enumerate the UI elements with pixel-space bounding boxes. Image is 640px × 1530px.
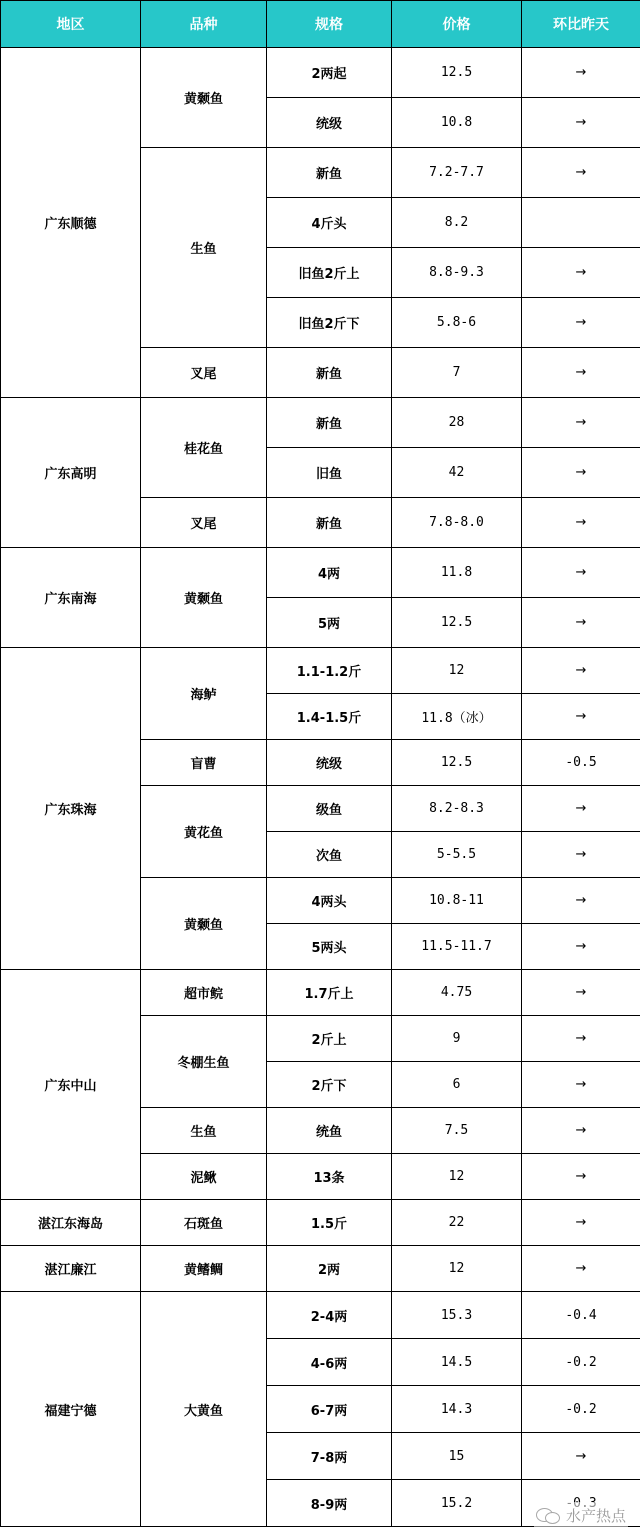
- change-cell: →: [522, 448, 640, 498]
- price-cell: 7: [392, 348, 522, 398]
- price-cell: 8.2-8.3: [392, 786, 522, 832]
- change-cell: →: [522, 924, 640, 970]
- spec-cell: 统鱼: [267, 1108, 392, 1154]
- spec-cell: 4-6两: [267, 1339, 392, 1386]
- table-row: [1, 648, 640, 694]
- table-body: [1, 48, 640, 1527]
- change-cell: →: [522, 1154, 640, 1200]
- change-cell: →: [522, 970, 640, 1016]
- price-cell: 11.8: [392, 548, 522, 598]
- spec-cell: 13条: [267, 1154, 392, 1200]
- price-cell: 14.5: [392, 1339, 522, 1386]
- watermark-text: 水产热点: [565, 1506, 626, 1525]
- spec-cell: 新鱼: [267, 498, 392, 548]
- change-cell: →: [522, 148, 640, 198]
- price-cell: 12: [392, 1246, 522, 1292]
- variety-cell: 石斑鱼: [141, 1200, 267, 1246]
- spec-cell: 1.7斤上: [267, 970, 392, 1016]
- region-cell: 广东高明: [1, 398, 141, 548]
- spec-cell: 2两起: [267, 48, 392, 98]
- price-cell: 9: [392, 1016, 522, 1062]
- change-cell: →: [522, 1016, 640, 1062]
- header-price: 价格: [392, 1, 522, 48]
- change-cell: →: [522, 48, 640, 98]
- region-cell: 广东南海: [1, 548, 141, 648]
- change-cell: →: [522, 298, 640, 348]
- price-cell: 12: [392, 1154, 522, 1200]
- change-cell: →: [522, 348, 640, 398]
- price-cell: 7.2-7.7: [392, 148, 522, 198]
- change-cell: →: [522, 398, 640, 448]
- spec-cell: 7-8两: [267, 1433, 392, 1480]
- region-cell: 广东中山: [1, 970, 141, 1200]
- header-row: [1, 1, 640, 48]
- variety-cell: 超市鲩: [141, 970, 267, 1016]
- spec-cell: 8-9两: [267, 1480, 392, 1527]
- spec-cell: 级鱼: [267, 786, 392, 832]
- change-cell: →: [522, 598, 640, 648]
- price-cell: 5.8-6: [392, 298, 522, 348]
- price-cell: 7.8-8.0: [392, 498, 522, 548]
- spec-cell: 2两: [267, 1246, 392, 1292]
- variety-cell: 盲曹: [141, 740, 267, 786]
- change-cell: -0.4: [522, 1292, 640, 1339]
- change-cell: →: [522, 1433, 640, 1480]
- spec-cell: 5两: [267, 598, 392, 648]
- spec-cell: 统级: [267, 740, 392, 786]
- price-cell: 12.5: [392, 48, 522, 98]
- price-cell: 8.8-9.3: [392, 248, 522, 298]
- watermark: [534, 1502, 628, 1528]
- table-row: [1, 1292, 640, 1339]
- variety-cell: 生鱼: [141, 148, 267, 348]
- spec-cell: 1.5斤: [267, 1200, 392, 1246]
- variety-cell: 黄颡鱼: [141, 878, 267, 970]
- change-cell: →: [522, 832, 640, 878]
- spec-cell: 旧鱼2斤下: [267, 298, 392, 348]
- region-cell: 福建宁德: [1, 1292, 141, 1527]
- spec-cell: 次鱼: [267, 832, 392, 878]
- change-cell: →: [522, 248, 640, 298]
- spec-cell: 旧鱼: [267, 448, 392, 498]
- variety-cell: 黄颡鱼: [141, 548, 267, 648]
- change-cell: →: [522, 1108, 640, 1154]
- table-row: [1, 548, 640, 598]
- price-cell: 10.8-11: [392, 878, 522, 924]
- price-cell: 11.5-11.7: [392, 924, 522, 970]
- change-cell: →: [522, 648, 640, 694]
- price-cell: 12.5: [392, 740, 522, 786]
- price-cell: 5-5.5: [392, 832, 522, 878]
- region-cell: 广东珠海: [1, 648, 141, 970]
- variety-cell: 黄鳍鲷: [141, 1246, 267, 1292]
- variety-cell: 黄颡鱼: [141, 48, 267, 148]
- variety-cell: 冬棚生鱼: [141, 1016, 267, 1108]
- price-cell: 15: [392, 1433, 522, 1480]
- variety-cell: 海鲈: [141, 648, 267, 740]
- spec-cell: 5两头: [267, 924, 392, 970]
- change-cell: →: [522, 1200, 640, 1246]
- variety-cell: 叉尾: [141, 498, 267, 548]
- price-cell: 7.5: [392, 1108, 522, 1154]
- header-variety: 品种: [141, 1, 267, 48]
- spec-cell: 6-7两: [267, 1386, 392, 1433]
- spec-cell: 旧鱼2斤上: [267, 248, 392, 298]
- table-row: [1, 1246, 640, 1292]
- spec-cell: 1.4-1.5斤: [267, 694, 392, 740]
- price-cell: 15.3: [392, 1292, 522, 1339]
- change-cell: -0.5: [522, 740, 640, 786]
- price-cell: 6: [392, 1062, 522, 1108]
- header-change: 环比昨天: [522, 1, 640, 48]
- change-cell: →: [522, 98, 640, 148]
- price-cell: 10.8: [392, 98, 522, 148]
- spec-cell: 1.1-1.2斤: [267, 648, 392, 694]
- wechat-icon: [536, 1506, 560, 1524]
- change-cell: →: [522, 786, 640, 832]
- change-cell: →: [522, 878, 640, 924]
- spec-cell: 4两: [267, 548, 392, 598]
- price-cell: 12.5: [392, 598, 522, 648]
- variety-cell: 生鱼: [141, 1108, 267, 1154]
- variety-cell: 大黄鱼: [141, 1292, 267, 1527]
- spec-cell: 2-4两: [267, 1292, 392, 1339]
- change-cell: →: [522, 1062, 640, 1108]
- region-cell: 湛江廉江: [1, 1246, 141, 1292]
- table-row: [1, 48, 640, 98]
- price-cell: 22: [392, 1200, 522, 1246]
- spec-cell: 2斤下: [267, 1062, 392, 1108]
- spec-cell: 统级: [267, 98, 392, 148]
- variety-cell: 叉尾: [141, 348, 267, 398]
- price-cell: 8.2: [392, 198, 522, 248]
- variety-cell: 桂花鱼: [141, 398, 267, 498]
- price-cell: 11.8（冰）: [392, 694, 522, 740]
- header-region: 地区: [1, 1, 141, 48]
- change-cell: →: [522, 498, 640, 548]
- price-cell: 15.2: [392, 1480, 522, 1527]
- spec-cell: 新鱼: [267, 348, 392, 398]
- price-cell: 28: [392, 398, 522, 448]
- change-cell: →: [522, 694, 640, 740]
- change-cell: -0.2: [522, 1339, 640, 1386]
- region-cell: 湛江东海岛: [1, 1200, 141, 1246]
- table-row: [1, 398, 640, 448]
- spec-cell: 4两头: [267, 878, 392, 924]
- price-cell: 4.75: [392, 970, 522, 1016]
- region-cell: 广东顺德: [1, 48, 141, 398]
- spec-cell: 2斤上: [267, 1016, 392, 1062]
- table-row: [1, 970, 640, 1016]
- change-cell: →: [522, 1246, 640, 1292]
- spec-cell: 新鱼: [267, 148, 392, 198]
- change-cell: -0.2: [522, 1386, 640, 1433]
- spec-cell: 新鱼: [267, 398, 392, 448]
- variety-cell: 黄花鱼: [141, 786, 267, 878]
- variety-cell: 泥鳅: [141, 1154, 267, 1200]
- table-row: [1, 1200, 640, 1246]
- price-cell: 12: [392, 648, 522, 694]
- header-spec: 规格: [267, 1, 392, 48]
- spec-cell: 4斤头: [267, 198, 392, 248]
- change-cell: →: [522, 548, 640, 598]
- price-cell: 14.3: [392, 1386, 522, 1433]
- change-cell: [522, 198, 640, 248]
- price-cell: 42: [392, 448, 522, 498]
